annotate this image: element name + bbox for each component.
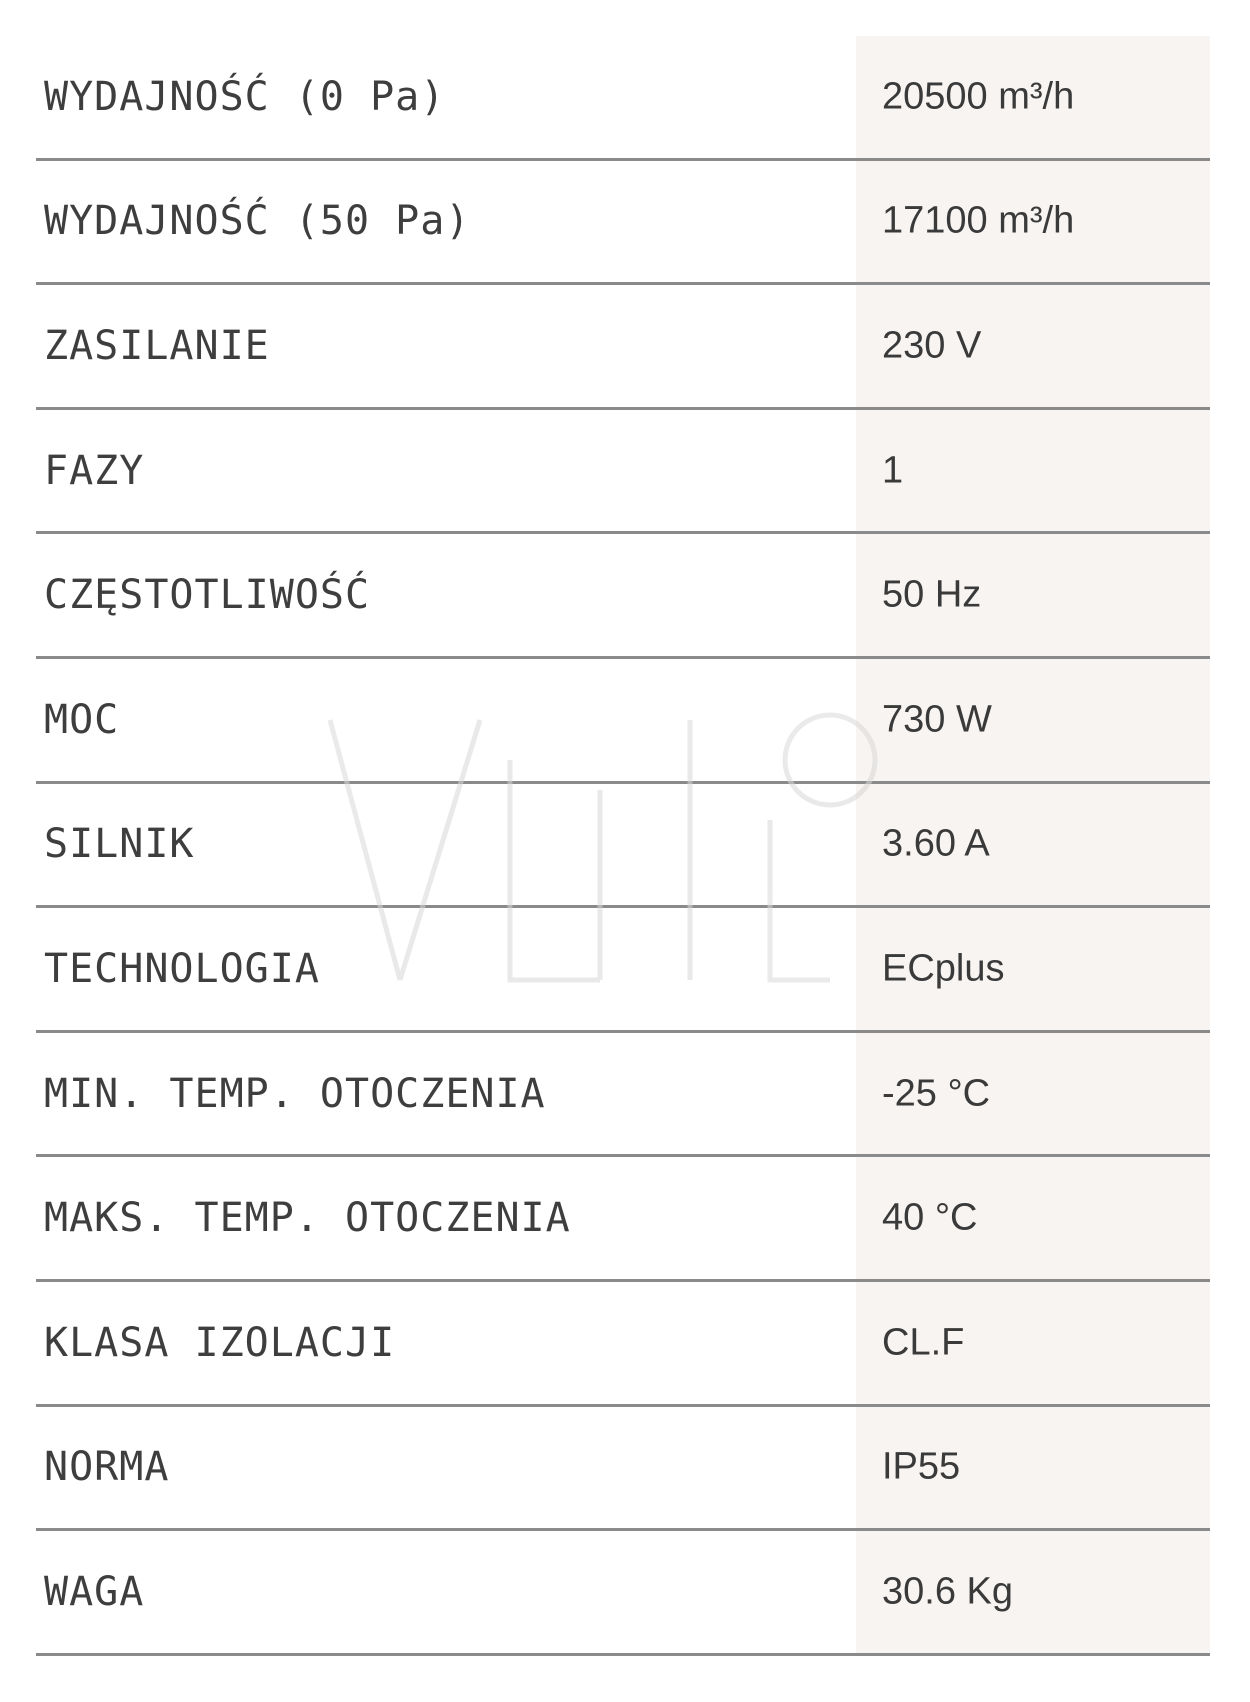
spec-label: KLASA IZOLACJI bbox=[44, 1319, 396, 1366]
spec-row-motor bbox=[36, 784, 1210, 909]
spec-label: MOC bbox=[44, 696, 120, 743]
spec-label: TECHNOLOGIA bbox=[44, 945, 320, 992]
spec-row-power-supply bbox=[36, 285, 1210, 410]
spec-label: NORMA bbox=[44, 1444, 170, 1491]
spec-label: ZASILANIE bbox=[44, 322, 270, 369]
spec-row-output-50pa bbox=[36, 161, 1210, 286]
spec-value: 40 °C bbox=[882, 1196, 978, 1239]
spec-row-phases bbox=[36, 410, 1210, 535]
spec-label: WYDAJNOŚĆ (50 Pa) bbox=[44, 198, 471, 245]
spec-value: IP55 bbox=[882, 1445, 961, 1488]
spec-row-max-temp bbox=[36, 1157, 1210, 1282]
spec-row-output-0pa bbox=[36, 36, 1210, 161]
spec-row-insulation-class bbox=[36, 1282, 1210, 1407]
spec-value: 50 Hz bbox=[882, 573, 982, 616]
spec-row-standard bbox=[36, 1407, 1210, 1532]
spec-row-technology bbox=[36, 908, 1210, 1033]
spec-label: FAZY bbox=[44, 447, 145, 494]
spec-value: 3.60 A bbox=[882, 822, 990, 865]
spec-value: 1 bbox=[882, 449, 904, 492]
spec-label: MIN. TEMP. OTOCZENIA bbox=[44, 1070, 546, 1117]
spec-value: CL.F bbox=[882, 1321, 965, 1364]
spec-value: 730 W bbox=[882, 698, 992, 741]
spec-value: 230 V bbox=[882, 324, 982, 367]
spec-label: SILNIK bbox=[44, 821, 195, 868]
spec-table bbox=[36, 36, 1210, 1656]
spec-row-frequency bbox=[36, 534, 1210, 659]
spec-label: CZĘSTOTLIWOŚĆ bbox=[44, 572, 371, 619]
spec-label: WYDAJNOŚĆ (0 Pa) bbox=[44, 73, 446, 120]
spec-row-weight bbox=[36, 1531, 1210, 1656]
spec-value: 30.6 Kg bbox=[882, 1570, 1013, 1613]
spec-value: ECplus bbox=[882, 947, 1005, 990]
spec-label: MAKS. TEMP. OTOCZENIA bbox=[44, 1195, 571, 1242]
spec-row-power bbox=[36, 659, 1210, 784]
spec-value: 17100 m³/h bbox=[882, 199, 1075, 242]
spec-row-min-temp bbox=[36, 1033, 1210, 1158]
spec-value: -25 °C bbox=[882, 1072, 991, 1115]
spec-value: 20500 m³/h bbox=[882, 75, 1075, 118]
spec-label: WAGA bbox=[44, 1568, 145, 1615]
